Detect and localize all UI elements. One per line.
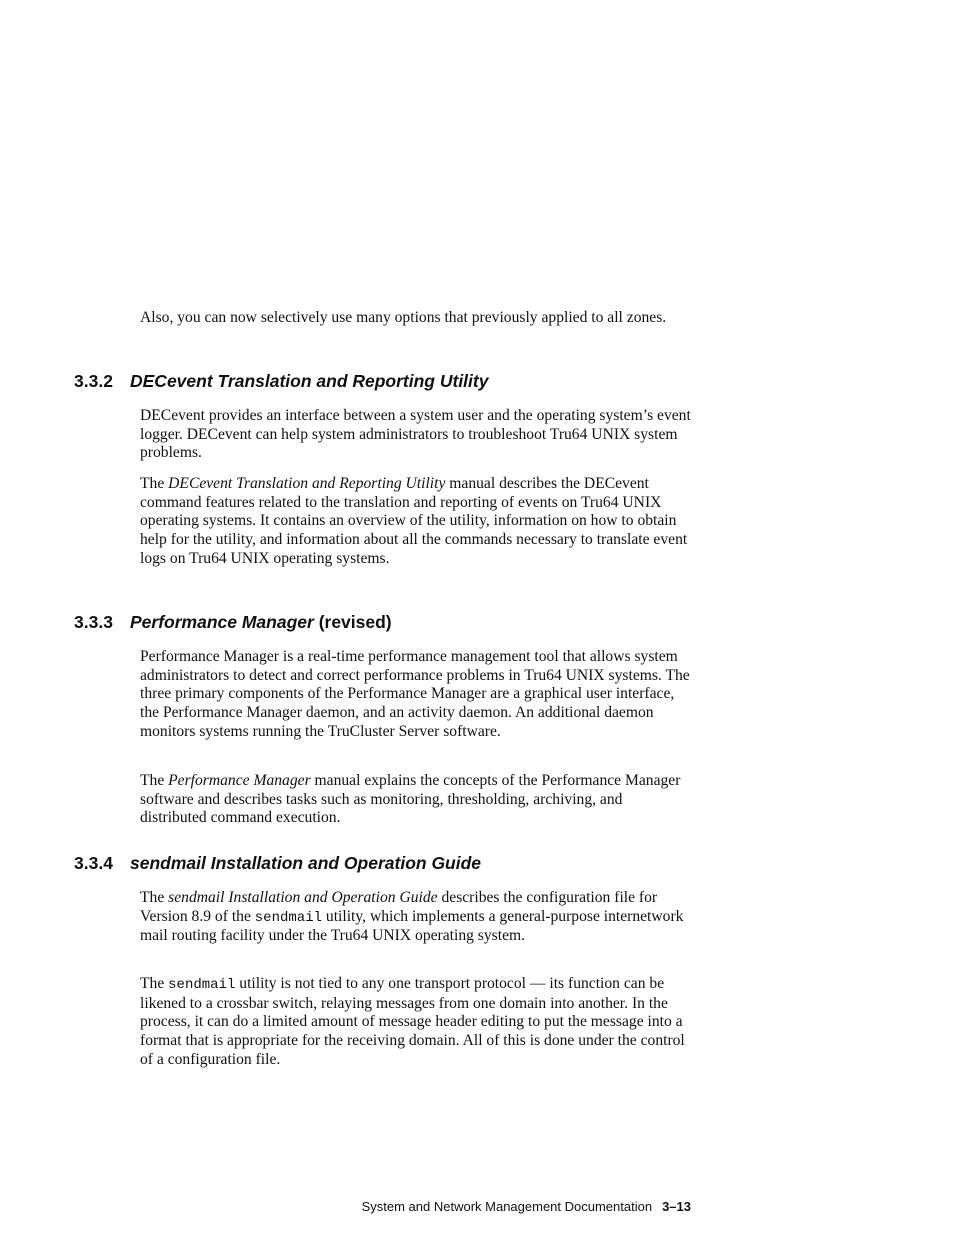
text-run: utility, which implements a general-purpose internetwork mail routing facility under the Tru64 UNIX operating system.	[140, 907, 684, 945]
page-number: 3–13	[662, 1199, 691, 1214]
code-sendmail: sendmail	[254, 909, 322, 926]
page-footer	[362, 1199, 691, 1215]
performance-manager-paragraph-1	[140, 648, 692, 742]
sendmail-paragraph-1	[140, 889, 692, 946]
text-run: The	[140, 889, 169, 906]
code-sendmail: sendmail	[168, 977, 236, 993]
text-run: The	[140, 975, 169, 992]
sendmail-paragraph-2	[140, 975, 692, 1070]
manual-title: Performance Manager	[168, 772, 311, 789]
decevent-paragraph-1	[140, 407, 692, 463]
text-run: describes the configuration file for Version 8.9 of the	[140, 889, 658, 925]
decevent-paragraph-2	[140, 475, 692, 569]
text-run: The	[140, 772, 169, 789]
section-title: sendmail Installation and Operation Guide	[130, 853, 482, 873]
performance-manager-paragraph-1-text: Performance Manager is a real-time performance management tool that allows system administrators to detect and correct performance problems in Tru64 UNIX systems. The three primary components of the Performance Manager are a graphical user interface, the Performance Manager daemon, and an activity daemon. An additional daemon monitors systems running the TruCluster Server software.	[140, 648, 690, 740]
section-heading-3-3-2	[74, 370, 488, 392]
section-heading-3-3-3	[74, 611, 392, 633]
section-heading-3-3-4	[74, 852, 481, 874]
section-title-suffix: (revised)	[313, 612, 392, 632]
text-run: The	[140, 475, 169, 492]
footer-title: System and Network Management Documentation	[361, 1199, 653, 1214]
performance-manager-paragraph-2	[140, 772, 692, 828]
text-run: utility is not tied to any one transport protocol — its function can be likened to a crossbar switch, relaying messages from one domain into another. In the process, it can do a limited amount of message header editing to put the message into a format that is appropriate for the receiving domain. All of this is done under the control of a configuration file.	[140, 975, 685, 1068]
section-number: 3.3.3	[74, 612, 113, 632]
section-number: 3.3.2	[74, 371, 113, 391]
section-number: 3.3.4	[74, 853, 113, 873]
manual-title: sendmail Installation and Operation Guide	[168, 889, 438, 906]
text-run: manual describes the DECevent command features related to the translation and reporting of events on Tru64 UNIX operating systems. It contains an overview of the utility, information on how to obtain help for the utility, and information about all the commands necessary to translate event logs on Tru64 UNIX operating systems.	[140, 475, 688, 567]
section-title: DECevent Translation and Reporting Utility	[130, 371, 489, 391]
manual-title: DECevent Translation and Reporting Utility	[168, 475, 446, 492]
intro-text: Also, you can now selectively use many options that previously applied to all zones.	[140, 309, 667, 326]
section-title: Performance Manager	[130, 612, 314, 632]
text-run: manual explains the concepts of the Performance Manager software and describes tasks such as monitoring, thresholding, archiving, and distributed command execution.	[140, 772, 681, 827]
intro-paragraph	[140, 309, 692, 328]
decevent-paragraph-1-text: DECevent provides an interface between a system user and the operating system’s event logger. DECevent can help system administrators to troubleshoot Tru64 UNIX system problems.	[140, 407, 691, 462]
